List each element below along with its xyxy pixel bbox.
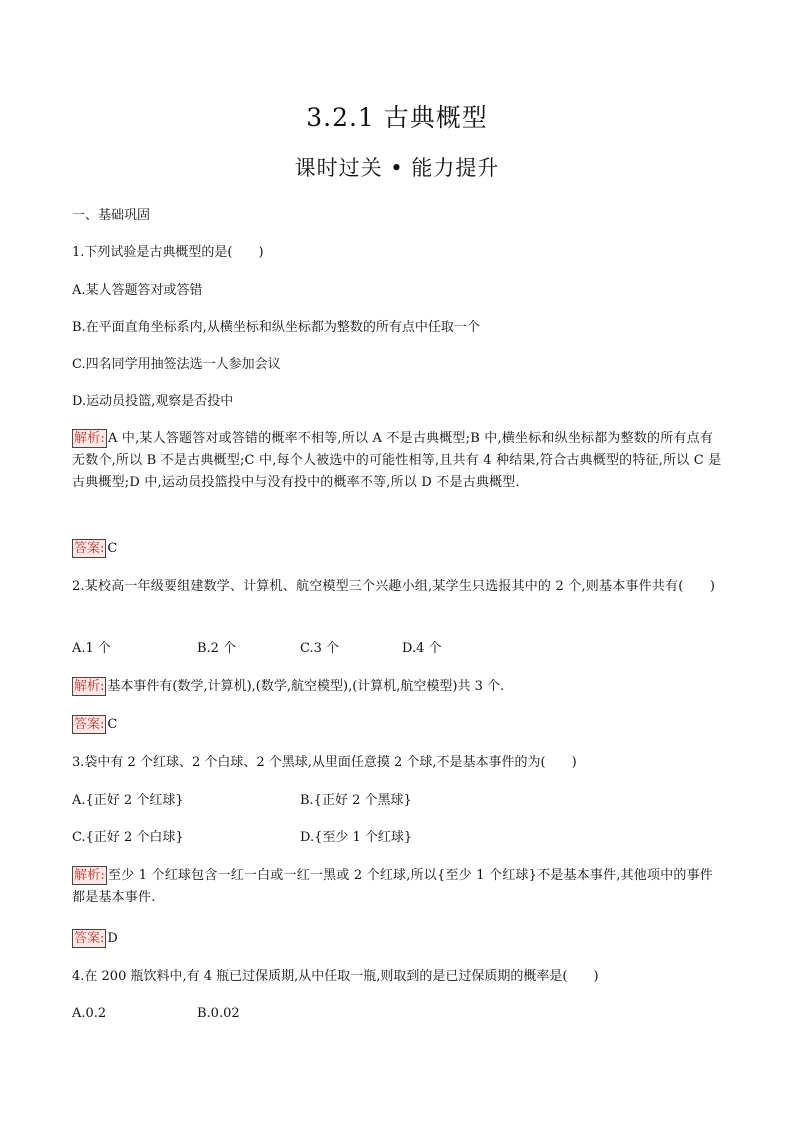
- q3-stem: 3.袋中有 2 个红球、2 个白球、2 个黑球,从里面任意摸 2 个球,不是基本事件的为( ): [72, 755, 577, 770]
- analysis-label: 解析:: [74, 679, 105, 694]
- q1-option-a: A.某人答题答对或答错: [72, 283, 203, 298]
- q1-option-d: D.运动员投篮,观察是否投中: [72, 394, 234, 409]
- q3-analysis: [72, 865, 722, 909]
- q2-option-a: A.1 个: [72, 641, 111, 656]
- q3-answer-text: D: [107, 931, 118, 946]
- q2-answer: [72, 715, 732, 735]
- q1-answer: [72, 539, 732, 559]
- q1-stem: 1.下列试验是古典概型的是( ): [72, 245, 264, 260]
- q2-stem: 2.某校高一年级要组建数学、计算机、航空模型三个兴趣小组,某学生只选报其中的 2 个,则基本事件共有( ): [72, 579, 716, 594]
- q2-answer-text: C: [107, 717, 118, 732]
- analysis-label: 解析:: [74, 868, 105, 883]
- q1-option-b: B.在平面直角坐标系内,从横坐标和纵坐标都为整数的所有点中任取一个: [72, 320, 480, 335]
- page-title: 3.2.1 古典概型: [306, 103, 488, 132]
- q4-option-b: B.0.02: [197, 1006, 240, 1021]
- q1-answer-text: C: [107, 541, 118, 556]
- q2-analysis-text: 基本事件有(数学,计算机),(数学,航空模型),(计算机,航空模型)共 3 个.: [107, 679, 505, 694]
- q3-answer: [72, 929, 732, 949]
- q1-analysis: [72, 428, 722, 494]
- q2-option-c: C.3 个: [300, 641, 340, 656]
- q4-stem: 4.在 200 瓶饮料中,有 4 瓶已过保质期,从中任取一瓶,则取到的是已过保质期的概率是( ): [72, 969, 599, 984]
- answer-label: 答案:: [74, 931, 105, 946]
- q2-analysis: [72, 677, 732, 697]
- page-subtitle: 课时过关 • 能力提升: [294, 156, 500, 180]
- q3-option-d: D.{至少 1 个红球}: [300, 830, 413, 845]
- q1-option-c: C.四名同学用抽签法选一人参加会议: [72, 357, 281, 372]
- answer-label: 答案:: [74, 717, 105, 732]
- q3-option-a: A.{正好 2 个红球}: [72, 793, 184, 808]
- q3-option-b: B.{正好 2 个黑球}: [300, 793, 412, 808]
- q3-analysis-text: 至少 1 个红球包含一红一白或一红一黑或 2 个红球,所以{至少 1 个红球}不是基本事件,其他项中的事件都是基本事件.: [72, 868, 713, 905]
- q2-option-d: D.4 个: [402, 641, 442, 656]
- analysis-label: 解析:: [74, 431, 105, 446]
- q2-option-b: B.2 个: [197, 641, 237, 656]
- q3-option-c: C.{正好 2 个白球}: [72, 830, 184, 845]
- answer-label: 答案:: [74, 541, 105, 556]
- q4-option-a: A.0.2: [72, 1006, 107, 1021]
- q1-analysis-text: A 中,某人答题答对或答错的概率不相等,所以 A 不是古典概型;B 中,横坐标和纵坐标都为整数的所有点有无数个,所以 B 不是古典概型;C 中,每个人被选中的可能性相等,且共有 4 种结果,符合古典概型的特征,所以 C 是古典概型;D 中,运动员投篮投中与没有投中的概率不等,所以 D 不是古典概型.: [72, 431, 722, 490]
- section-heading: 一、基础巩固: [72, 208, 151, 223]
